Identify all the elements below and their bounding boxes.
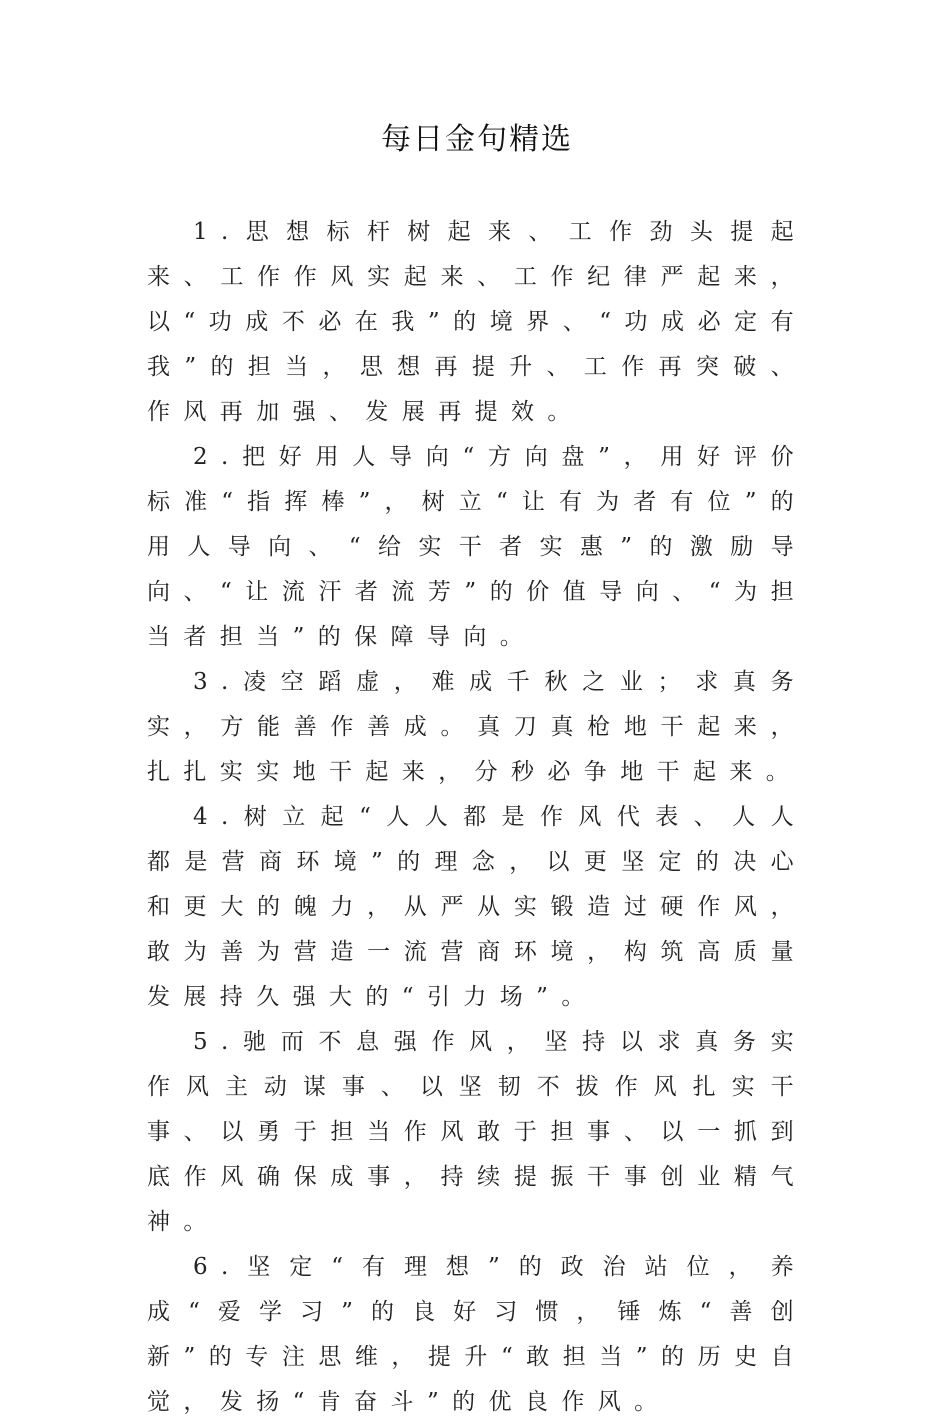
paragraph-5: 5.驰而不息强作风，坚持以求真务实作风主动谋事、以坚韧不拔作风扎实干事、以勇于担当作风敢于担事、以一抓到底作风确保成事，持续提振干事创业精气神。	[147, 1029, 807, 1235]
paragraph-3: 3.凌空蹈虚，难成千秋之业；求真务实，方能善作善成。真刀真枪地干起来，扎扎实实地干起来，分秒必争地干起来。	[147, 669, 807, 785]
paragraph-2: 2.把好用人导向“方向盘”，用好评价标准“指挥棒”，树立“让有为者有位”的用人导向、“给实干者实惠”的激励导向、“让流汗者流芳”的价值导向、“为担当者担当”的保障导向。	[147, 444, 807, 650]
document-title: 每日金句精选	[381, 122, 573, 157]
paragraph-6: 6.坚定“有理想”的政治站位，养成“爱学习”的良好习惯，锤炼“善创新”的专注思维，提升“敢担当”的历史自觉，发扬“肯奋斗”的优良作风。	[147, 1254, 807, 1415]
paragraph-4: 4.树立起“人人都是作风代表、人人都是营商环境”的理念，以更坚定的决心和更大的魄力，从严从实锻造过硬作风，敢为善为营造一流营商环境，构筑高质量发展持久强大的“引力场”。	[147, 804, 807, 1010]
document-page	[147, 112, 807, 1425]
paragraph-1: 1.思想标杆树起来、工作劲头提起来、工作作风实起来、工作纪律严起来，以“功成不必在我”的境界、“功成必定有我”的担当，思想再提升、工作再突破、作风再加强、发展再提效。	[147, 219, 807, 425]
